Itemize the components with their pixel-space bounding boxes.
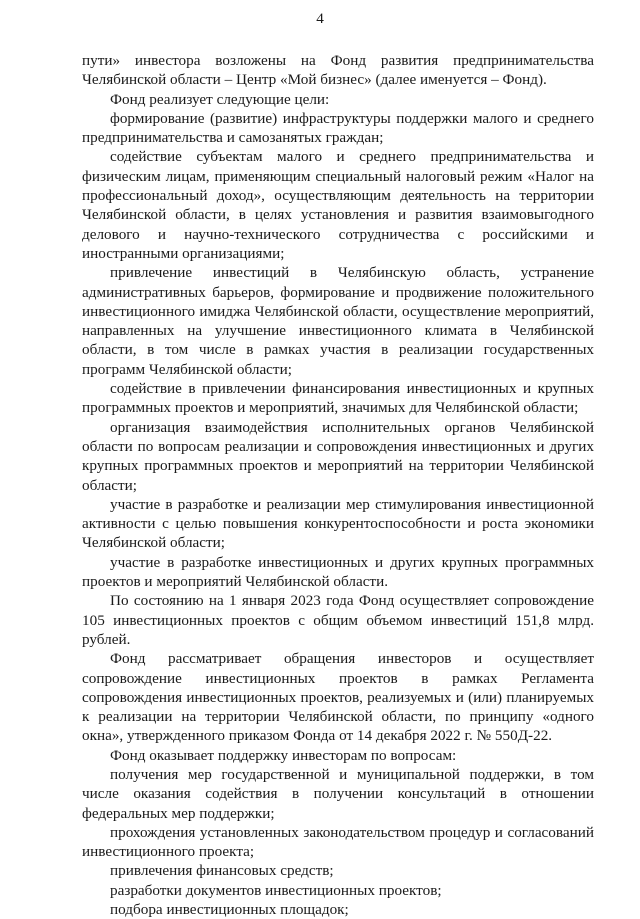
paragraph: разработки документов инвестиционных проектов; bbox=[110, 881, 442, 899]
paragraph: содействие субъектам малого и среднего предпринимательства и физическим лицам, применяющим специальный налоговый режим «Налог на профессиональный доход», осуществляющим деятельность на территории Челябинской области, в целях установления и развития взаимовыгодного делового и научно-технического сотрудничества с российскими и иностранными организациями; bbox=[82, 148, 594, 262]
paragraph: получения мер государственной и муниципальной поддержки, в том числе оказания содействия в получении консультаций в отношении федеральных мер поддержки; bbox=[82, 765, 594, 822]
paragraph: участие в разработке инвестиционных и других крупных программных проектов и мероприятий Челябинской области. bbox=[82, 553, 594, 591]
paragraph: содействие в привлечении финансирования инвестиционных и крупных программных проектов и мероприятий, значимых для Челябинской области; bbox=[82, 380, 594, 417]
paragraph: привлечение инвестиций в Челябинскую область, устранение административных барьеров, формирование и продвижение положительного инвестиционного имиджа Челябинской области, осуществление мероприятий, направленных на улучшение инвестиционного климата в Челябинской области, в том числе в рамках участия в реализации государственных программ Челябинской области; bbox=[82, 264, 594, 378]
paragraph: участие в разработке и реализации мер стимулирования инвестиционной активности с целью повышения конкурентоспособности и роста экономики Челябинской области; bbox=[82, 495, 594, 552]
paragraph: Фонд реализует следующие цели: bbox=[110, 90, 330, 108]
document-body bbox=[82, 51, 594, 919]
paragraph: организация взаимодействия исполнительных органов Челябинской области по вопросам реализации и сопровождения инвестиционных и других крупных программных проектов и мероприятий на территории Челябинской области; bbox=[82, 418, 594, 494]
paragraph: Фонд рассматривает обращения инвесторов и осуществляет сопровождение инвестиционных проектов в рамках Регламента сопровождения инвестиционных проектов, реализуемых и (или) планируемых к реализации на территории Челябинской области, по принципу «одного окна», утвержденного приказом Фонда от 14 декабря 2022 г. № 550Д-22. bbox=[82, 650, 594, 745]
paragraph: формирование (развитие) инфраструктуры поддержки малого и среднего предпринимательства и самозанятых граждан; bbox=[82, 109, 594, 147]
paragraph: подбора инвестиционных площадок; bbox=[110, 901, 349, 919]
page-number: 4 bbox=[316, 10, 324, 27]
paragraph: пути» инвестора возложены на Фонд развития предпринимательства Челябинской области – Центр «Мой бизнес» (далее именуется – Фонд). bbox=[82, 52, 594, 89]
paragraph: По состоянию на 1 января 2023 года Фонд осуществляет сопровождение 105 инвестиционных проектов с общим объемом инвестиций 151,8 млрд. рублей. bbox=[82, 592, 594, 648]
paragraph: привлечения финансовых средств; bbox=[110, 862, 334, 880]
paragraph: Фонд оказывает поддержку инвесторам по вопросам: bbox=[110, 746, 457, 764]
paragraph: прохождения установленных законодательством процедур и согласований инвестиционного проекта; bbox=[82, 823, 594, 861]
